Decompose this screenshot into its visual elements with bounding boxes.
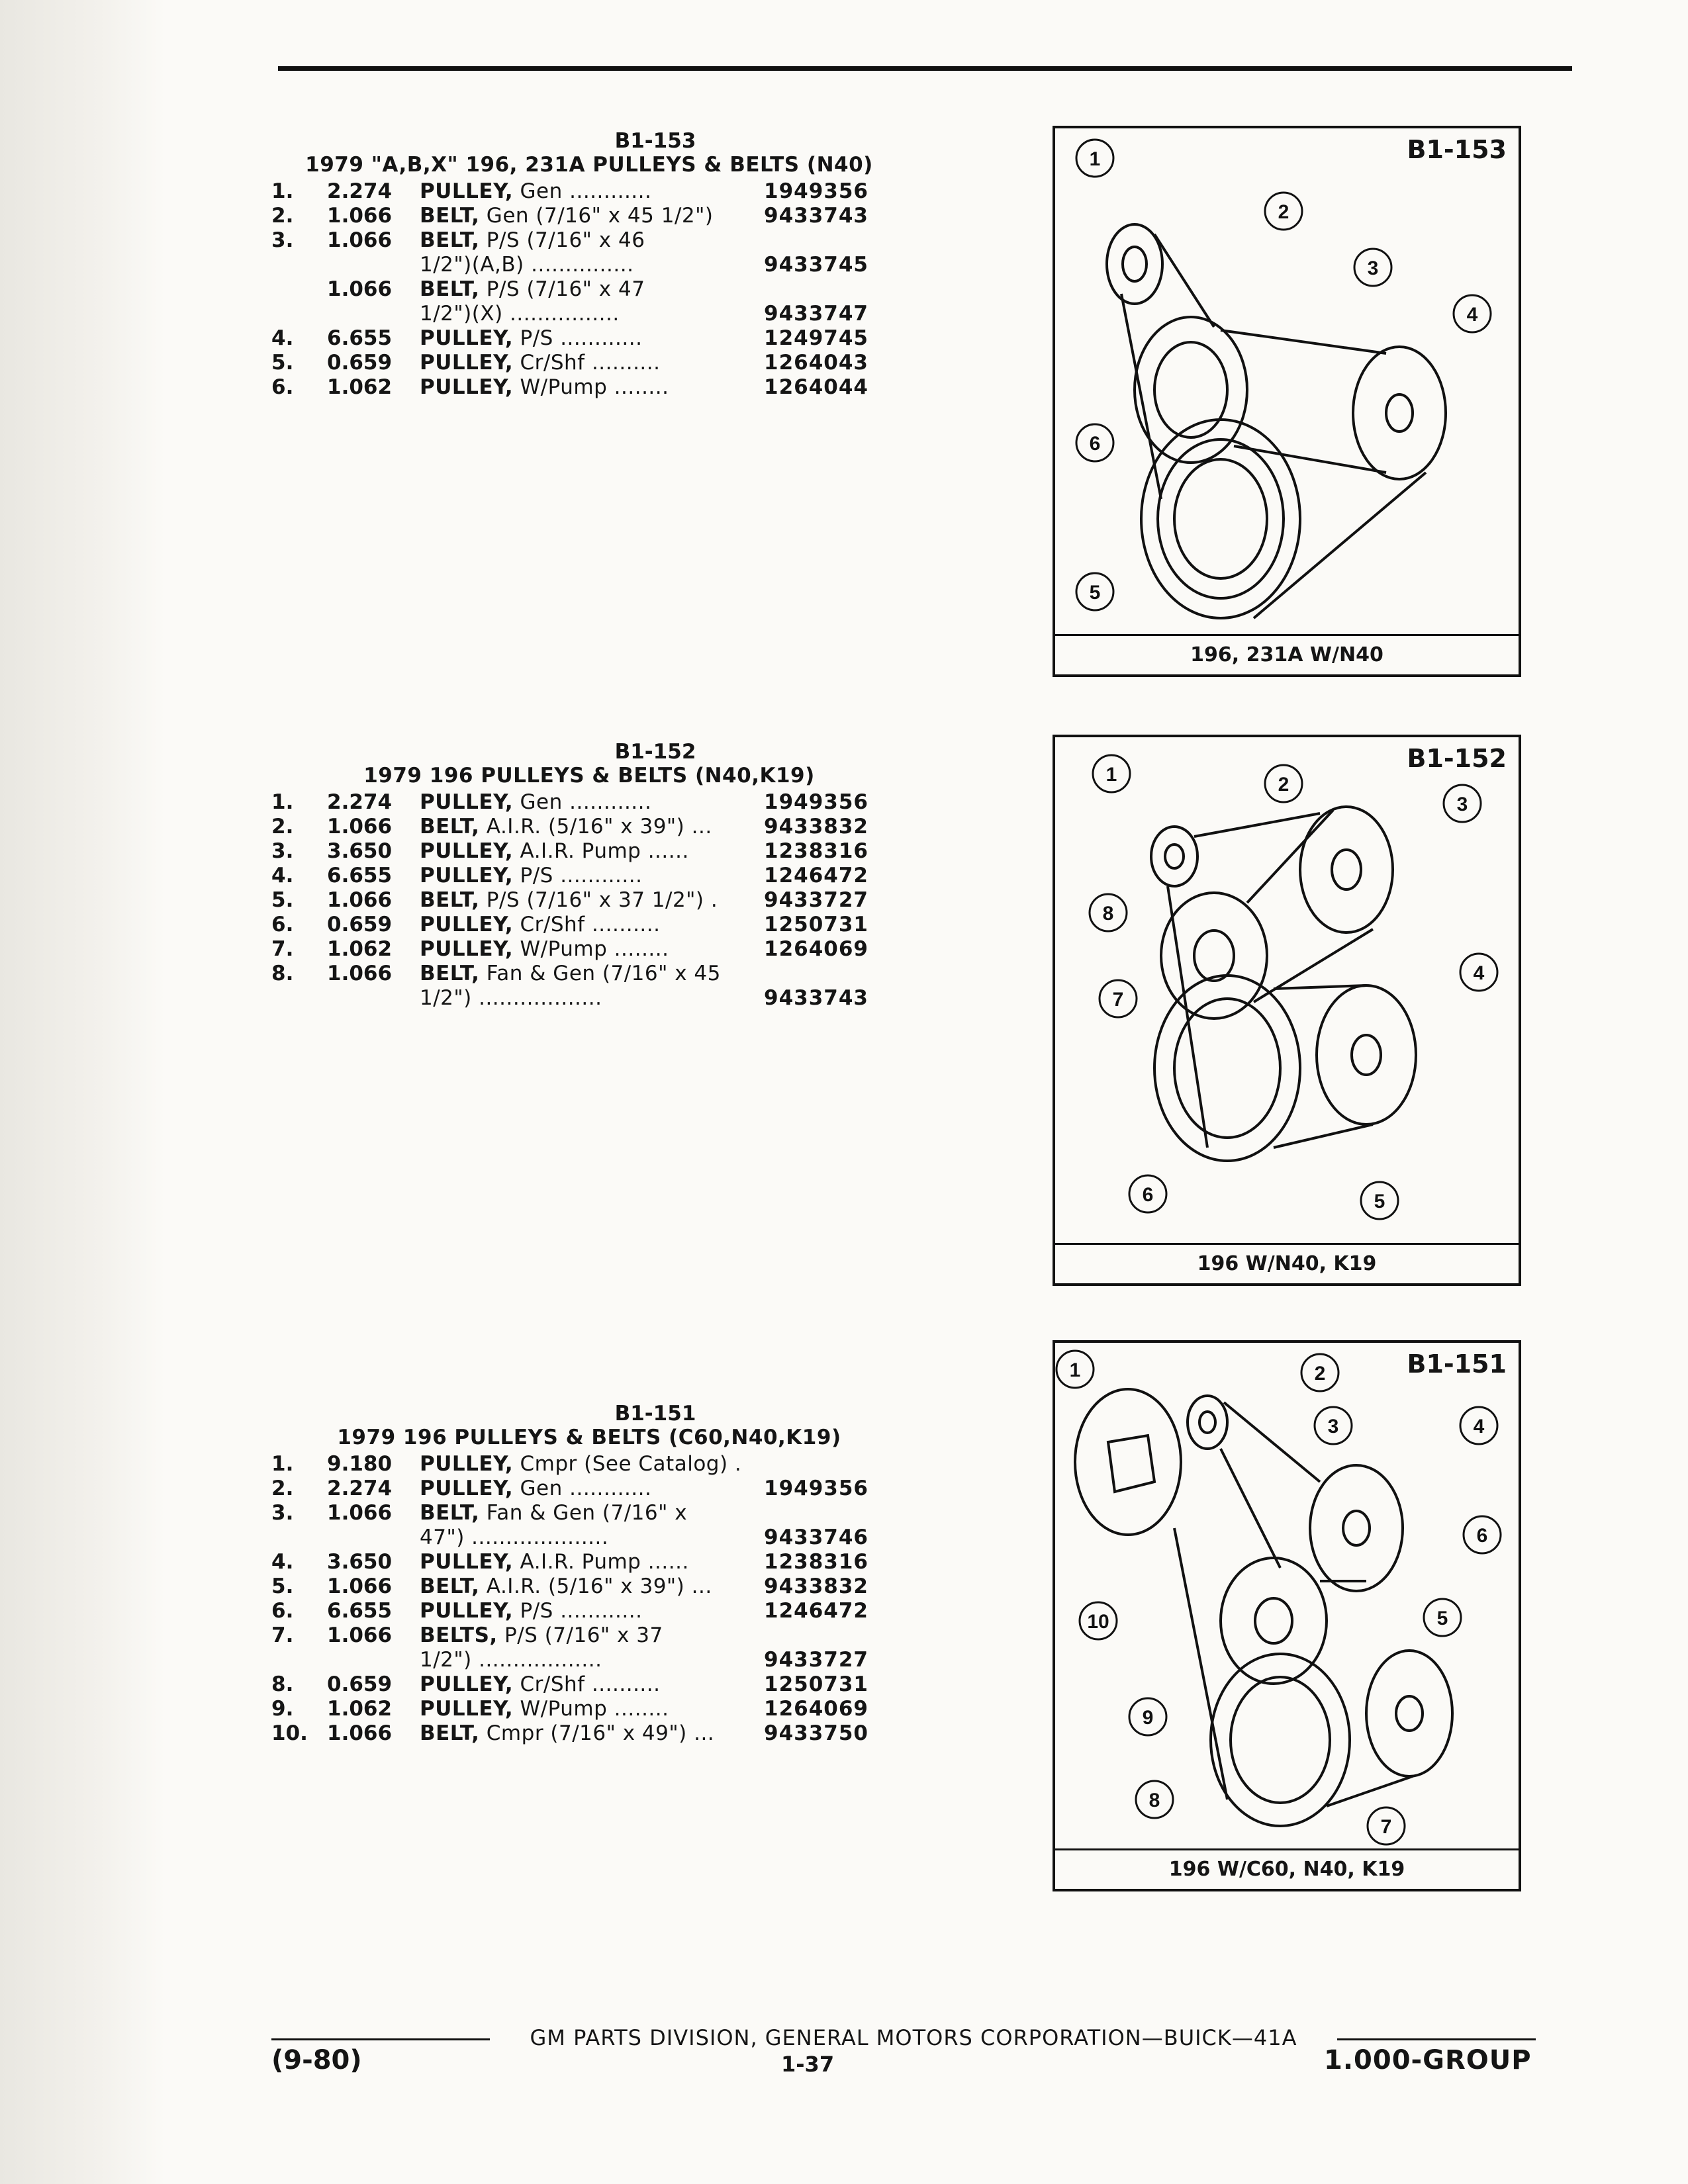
pulley-diagram (1055, 1343, 1519, 1849)
callout-5: 5 (1089, 582, 1101, 604)
part-row (271, 864, 907, 888)
part-row (271, 204, 907, 228)
part-number (764, 962, 883, 986)
part-detail: P/S (7/16" x 37 (497, 1623, 663, 1647)
part-description (420, 1599, 764, 1623)
part-number: 9433746 (764, 1525, 868, 1549)
callout-8: 8 (1102, 903, 1114, 925)
part-number: 9433727 (764, 1648, 868, 1672)
callout-10: 10 (1087, 1611, 1109, 1633)
item-number: 7. (271, 937, 294, 961)
part-number: 9433750 (764, 1721, 868, 1745)
part-detail: 1/2")(X) ................ (420, 302, 620, 326)
footer-publisher: GM PARTS DIVISION, GENERAL MOTORS CORPORATION—BUICK—41A (530, 2025, 1297, 2050)
part-description (420, 1721, 764, 1746)
part-description (420, 277, 764, 302)
part-row (271, 1672, 907, 1697)
item-number: 1. (271, 179, 294, 203)
part-type: PULLEY, (420, 179, 514, 203)
part-detail: P/S ............ (513, 1599, 643, 1623)
section-code: B1-153 (614, 129, 696, 153)
group-number: 1.062 (327, 1697, 393, 1721)
part-number: 1949356 (764, 1477, 868, 1500)
part-description (420, 351, 764, 375)
part-number: 1949356 (764, 790, 868, 814)
part-type: PULLEY, (420, 1550, 514, 1574)
part-description (420, 864, 764, 888)
callout-6: 6 (1089, 433, 1101, 455)
part-detail: Cr/Shf .......... (513, 913, 661, 936)
item-number: 9. (271, 1697, 294, 1721)
footer-group: 1.000-GROUP (1324, 2045, 1532, 2075)
part-description (420, 815, 764, 839)
item-number (271, 1648, 327, 1672)
part-type: BELTS, (420, 1623, 498, 1647)
part-description (420, 326, 764, 351)
part-row (271, 1697, 907, 1721)
group-number (327, 302, 420, 326)
part-description (420, 1550, 764, 1574)
part-detail: Gen ............ (513, 179, 652, 203)
item-number: 10. (271, 1721, 308, 1745)
part-description (420, 375, 764, 400)
item-number (271, 986, 327, 1011)
part-row (271, 1501, 907, 1525)
callout-5: 5 (1374, 1191, 1385, 1212)
part-detail: W/Pump ........ (513, 375, 669, 399)
part-detail: P/S (7/16" x 46 (479, 228, 645, 252)
group-number: 6.655 (327, 326, 393, 350)
group-number (327, 253, 420, 277)
pulley-diagram (1055, 737, 1519, 1244)
part-detail: P/S ............ (513, 326, 643, 350)
item-number: 4. (271, 326, 294, 350)
part-detail: A.I.R. Pump ...... (513, 1550, 689, 1574)
footer-rule-right (1337, 2038, 1536, 2040)
part-type: BELT, (420, 277, 480, 301)
callout-6: 6 (1476, 1525, 1488, 1547)
group-number: 2.274 (327, 179, 393, 203)
item-number: 2. (271, 204, 294, 228)
group-number: 1.066 (327, 204, 393, 228)
figure-b1-153 (1053, 126, 1521, 677)
group-number: 0.659 (327, 351, 393, 375)
part-row (271, 1599, 907, 1623)
part-row (271, 375, 907, 400)
part-description (420, 1501, 764, 1525)
part-row (271, 962, 907, 986)
callout-1: 1 (1089, 148, 1101, 170)
item-number (271, 302, 327, 326)
group-number: 6.655 (327, 1599, 393, 1623)
item-number (271, 1525, 327, 1550)
part-type: PULLEY, (420, 937, 514, 961)
footer-page-number: 1-37 (781, 2052, 835, 2077)
part-row (271, 1721, 907, 1746)
part-description (420, 253, 764, 277)
part-row (271, 913, 907, 937)
section-b1-151 (271, 1402, 907, 1746)
group-number: 2.274 (327, 790, 393, 814)
part-description (420, 913, 764, 937)
part-type: PULLEY, (420, 839, 514, 863)
item-number: 6. (271, 375, 294, 399)
item-number: 3. (271, 839, 294, 863)
part-type: PULLEY, (420, 375, 514, 399)
item-number: 5. (271, 1574, 294, 1598)
callout-4: 4 (1466, 304, 1478, 326)
part-type: PULLEY, (420, 1477, 514, 1500)
part-row (271, 888, 907, 913)
part-detail: Cr/Shf .......... (513, 1672, 661, 1696)
group-number: 0.659 (327, 913, 393, 936)
part-type: BELT, (420, 962, 480, 985)
item-number: 7. (271, 1623, 294, 1647)
part-description (420, 1452, 764, 1477)
group-number: 3.650 (327, 839, 393, 863)
part-number: 1250731 (764, 1672, 868, 1696)
part-row (271, 1477, 907, 1501)
group-number: 0.659 (327, 1672, 393, 1696)
part-detail: Gen ............ (513, 790, 652, 814)
part-description (420, 790, 764, 815)
part-type: PULLEY, (420, 326, 514, 350)
section-title: 1979 196 PULLEYS & BELTS (C60,N40,K19) (337, 1426, 841, 1449)
part-number (764, 1623, 883, 1648)
part-number: 9433832 (764, 1574, 868, 1598)
part-number (764, 277, 883, 302)
part-detail: P/S ............ (513, 864, 643, 887)
part-description (420, 1623, 764, 1648)
section-title: 1979 196 PULLEYS & BELTS (N40,K19) (363, 764, 815, 788)
footer-date: (9-80) (271, 2045, 362, 2075)
part-row (271, 1648, 907, 1672)
group-number: 1.066 (327, 1574, 393, 1598)
scan-edge-texture (0, 0, 165, 2184)
group-number: 1.066 (327, 228, 393, 252)
part-number: 1238316 (764, 1550, 868, 1574)
part-detail: P/S (7/16" x 37 1/2") . (479, 888, 718, 912)
callout-2: 2 (1278, 201, 1289, 223)
part-detail: W/Pump ........ (513, 937, 669, 961)
group-number: 1.066 (327, 962, 393, 985)
group-number: 1.066 (327, 888, 393, 912)
part-description (420, 839, 764, 864)
part-number (764, 1501, 883, 1525)
part-detail: Cr/Shf .......... (513, 351, 661, 375)
part-type: BELT, (420, 1574, 480, 1598)
item-number (271, 277, 327, 302)
item-number: 3. (271, 1501, 294, 1525)
part-number: 1246472 (764, 1599, 868, 1623)
part-number: 1238316 (764, 839, 868, 863)
group-number: 3.650 (327, 1550, 393, 1574)
group-number (327, 1525, 420, 1550)
group-number: 1.066 (327, 277, 393, 301)
part-number: 9433727 (764, 888, 868, 912)
callout-4: 4 (1473, 1416, 1485, 1437)
item-number: 3. (271, 228, 294, 252)
group-number: 6.655 (327, 864, 393, 887)
part-type: BELT, (420, 204, 480, 228)
item-number: 4. (271, 1550, 294, 1574)
group-number: 1.066 (327, 1501, 393, 1525)
part-type: PULLEY, (420, 1599, 514, 1623)
figure-caption: 196 W/C60, N40, K19 (1055, 1848, 1519, 1889)
part-type: PULLEY, (420, 351, 514, 375)
callout-5: 5 (1436, 1608, 1448, 1629)
item-number: 1. (271, 790, 294, 814)
part-detail: 1/2") .................. (420, 1648, 602, 1672)
section-b1-152 (271, 740, 907, 1011)
part-number: 1949356 (764, 179, 868, 203)
part-row (271, 179, 907, 204)
part-number: 9433745 (764, 253, 868, 277)
part-description (420, 179, 764, 204)
part-number: 1264069 (764, 1697, 868, 1721)
part-type: BELT, (420, 888, 480, 912)
part-description (420, 228, 764, 253)
part-type: PULLEY, (420, 1672, 514, 1696)
item-number: 6. (271, 1599, 294, 1623)
part-row (271, 1452, 907, 1477)
group-number: 2.274 (327, 1477, 393, 1500)
callout-7: 7 (1380, 1816, 1392, 1838)
part-description (420, 1648, 764, 1672)
callout-2: 2 (1314, 1363, 1326, 1385)
part-detail: P/S (7/16" x 47 (479, 277, 645, 301)
part-row (271, 1623, 907, 1648)
part-type: BELT, (420, 1721, 480, 1745)
part-number: 9433743 (764, 204, 868, 228)
figure-code: B1-152 (1407, 744, 1507, 773)
section-code: B1-151 (614, 1402, 696, 1426)
part-description (420, 1672, 764, 1697)
callout-1: 1 (1069, 1359, 1081, 1381)
part-type: PULLEY, (420, 913, 514, 936)
part-row (271, 277, 907, 302)
footer-rule-left (271, 2038, 490, 2040)
callout-3: 3 (1456, 794, 1468, 815)
item-number: 8. (271, 962, 294, 985)
part-description (420, 1574, 764, 1599)
part-type: BELT, (420, 228, 480, 252)
part-description (420, 204, 764, 228)
section-b1-153 (271, 129, 907, 400)
part-row (271, 790, 907, 815)
part-type: PULLEY, (420, 1452, 514, 1476)
section-title: 1979 "A,B,X" 196, 231A PULLEYS & BELTS (N40) (305, 153, 873, 177)
item-number: 2. (271, 815, 294, 839)
group-number (327, 1648, 420, 1672)
figure-caption: 196 W/N40, K19 (1055, 1243, 1519, 1283)
part-number: 1264044 (764, 375, 868, 399)
section-code: B1-152 (614, 740, 696, 764)
part-description (420, 937, 764, 962)
group-number: 9.180 (327, 1452, 393, 1476)
figure-code: B1-151 (1407, 1349, 1507, 1379)
part-number: 1264043 (764, 351, 868, 375)
part-type: PULLEY, (420, 790, 514, 814)
part-row (271, 351, 907, 375)
part-row (271, 1525, 907, 1550)
figure-caption: 196, 231A W/N40 (1055, 634, 1519, 674)
part-number (764, 228, 883, 253)
figure-b1-152 (1053, 735, 1521, 1286)
callout-9: 9 (1142, 1707, 1154, 1729)
item-number: 1. (271, 1452, 294, 1476)
group-number: 1.066 (327, 1721, 393, 1745)
top-rule (278, 66, 1572, 71)
part-description (420, 1477, 764, 1501)
item-number: 4. (271, 864, 294, 887)
part-detail: Gen (7/16" x 45 1/2") (479, 204, 714, 228)
part-row (271, 937, 907, 962)
part-number: 9433743 (764, 986, 868, 1010)
part-detail: Fan & Gen (7/16" x 45 (479, 962, 721, 985)
parts-list (271, 790, 907, 1011)
part-description (420, 1697, 764, 1721)
part-detail: 47") .................... (420, 1525, 609, 1549)
part-row (271, 815, 907, 839)
part-detail: Gen ............ (513, 1477, 652, 1500)
part-row (271, 1550, 907, 1574)
part-type: BELT, (420, 1501, 480, 1525)
figure-b1-151 (1053, 1340, 1521, 1891)
figure-code: B1-153 (1407, 135, 1507, 164)
pulley-diagram (1055, 128, 1519, 635)
part-number: 9433832 (764, 815, 868, 839)
part-number: 1246472 (764, 864, 868, 887)
item-number (271, 253, 327, 277)
group-number: 1.062 (327, 937, 393, 961)
part-description (420, 1525, 764, 1550)
item-number: 5. (271, 888, 294, 912)
item-number: 6. (271, 913, 294, 936)
part-detail: A.I.R. Pump ...... (513, 839, 689, 863)
part-description (420, 986, 764, 1011)
part-detail: W/Pump ........ (513, 1697, 669, 1721)
part-row (271, 326, 907, 351)
callout-4: 4 (1473, 962, 1485, 984)
group-number: 1.066 (327, 815, 393, 839)
part-number: 9433747 (764, 302, 868, 326)
part-description (420, 888, 764, 913)
part-detail: A.I.R. (5/16" x 39") ... (479, 815, 712, 839)
part-description (420, 962, 764, 986)
item-number: 8. (271, 1672, 294, 1696)
part-row (271, 986, 907, 1011)
part-type: PULLEY, (420, 864, 514, 887)
part-detail: A.I.R. (5/16" x 39") ... (479, 1574, 712, 1598)
part-row (271, 839, 907, 864)
callout-8: 8 (1149, 1790, 1160, 1811)
part-detail: 1/2")(A,B) ............... (420, 253, 634, 277)
part-description (420, 302, 764, 326)
part-detail: 1/2") .................. (420, 986, 602, 1010)
callout-1: 1 (1105, 764, 1117, 786)
parts-list (271, 179, 907, 400)
part-detail: Cmpr (See Catalog) . (513, 1452, 742, 1476)
part-row (271, 302, 907, 326)
callout-3: 3 (1327, 1416, 1339, 1437)
part-row (271, 1574, 907, 1599)
item-number: 2. (271, 1477, 294, 1500)
callout-6: 6 (1142, 1184, 1154, 1206)
group-number: 1.062 (327, 375, 393, 399)
part-number: 1249745 (764, 326, 868, 350)
part-row (271, 253, 907, 277)
part-row (271, 228, 907, 253)
callout-2: 2 (1278, 774, 1289, 796)
group-number: 1.066 (327, 1623, 393, 1647)
group-number (327, 986, 420, 1011)
callout-3: 3 (1367, 257, 1379, 279)
part-detail: Cmpr (7/16" x 49") ... (479, 1721, 715, 1745)
part-type: BELT, (420, 815, 480, 839)
callout-7: 7 (1112, 989, 1124, 1011)
item-number: 5. (271, 351, 294, 375)
part-number: 1264069 (764, 937, 868, 961)
part-type: PULLEY, (420, 1697, 514, 1721)
part-number: 1250731 (764, 913, 868, 936)
part-number (764, 1452, 883, 1477)
parts-list (271, 1452, 907, 1746)
part-detail: Fan & Gen (7/16" x (479, 1501, 688, 1525)
